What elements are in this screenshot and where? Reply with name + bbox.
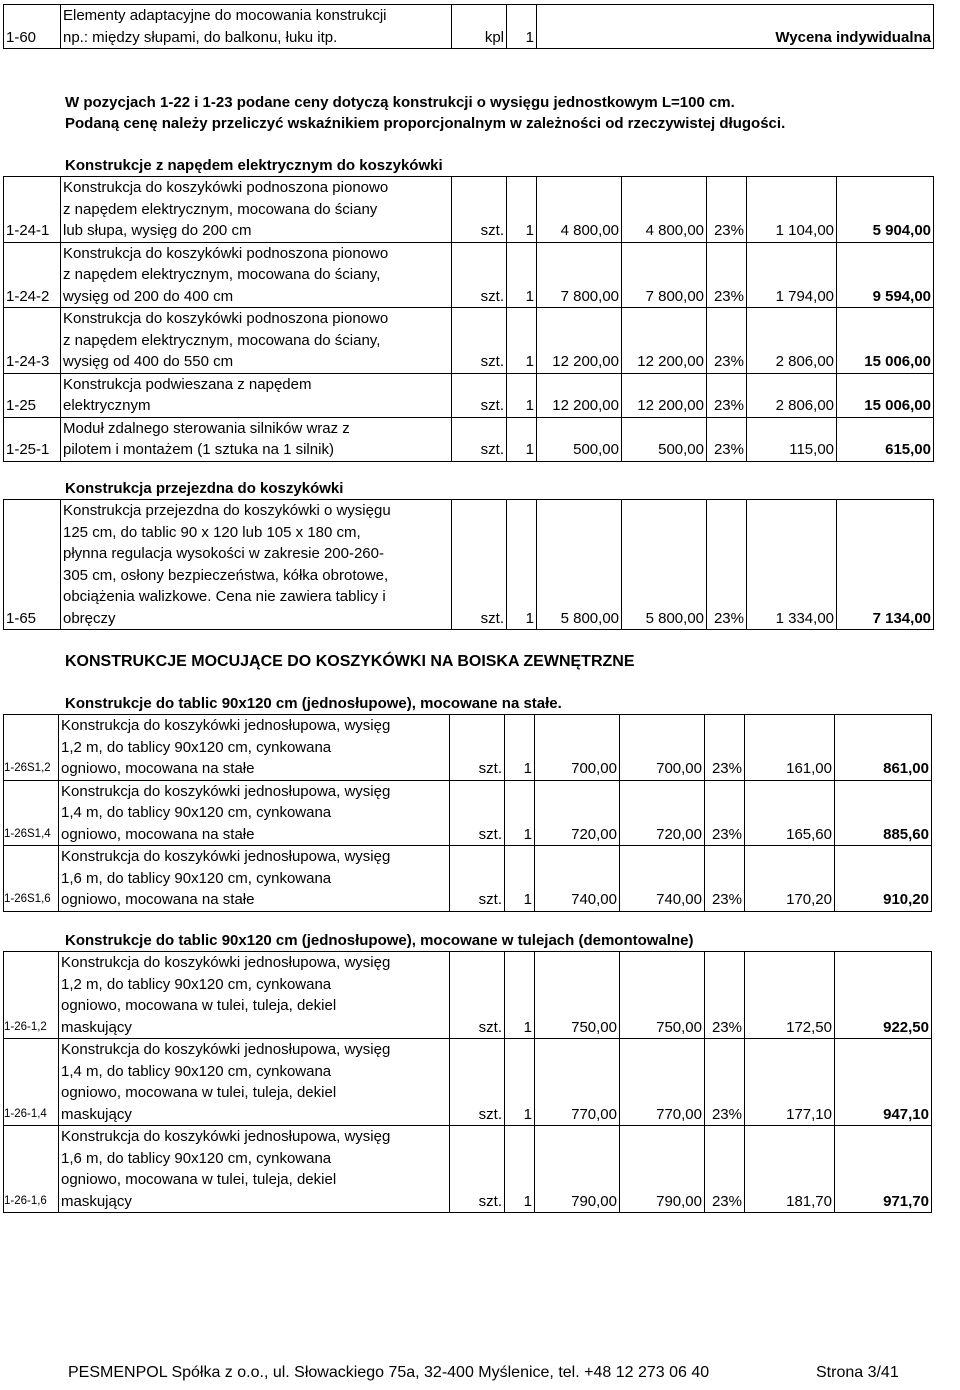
item-unit-price: 500,00 xyxy=(537,417,622,461)
item-id: 1-60 xyxy=(4,5,61,49)
item-unit: kpl xyxy=(452,5,507,49)
description-line: wysięg od 400 do 550 cm xyxy=(63,353,234,370)
row-group xyxy=(4,952,932,1213)
item-vat-value: 170,20 xyxy=(745,846,835,912)
description-line: Moduł zdalnego sterowania silników wraz z xyxy=(63,419,350,437)
table-row xyxy=(4,500,934,630)
description-line: ogniowo, mocowana w tulei, tuleja, dekiel xyxy=(61,997,337,1014)
item-vat-rate: 23% xyxy=(705,952,745,1039)
item-vat-value: 172,50 xyxy=(745,952,835,1039)
row-group xyxy=(4,715,932,912)
item-net-value: 7 800,00 xyxy=(622,242,707,308)
item-description xyxy=(61,5,452,49)
item-net-value: 500,00 xyxy=(622,417,707,461)
description-line: obręczy xyxy=(63,609,116,627)
item-net-value: 740,00 xyxy=(620,846,705,912)
section-heading: Konstrukcja przejezdna do koszykówki xyxy=(65,480,344,497)
item-unit-price: 720,00 xyxy=(535,780,620,846)
row-group xyxy=(4,500,934,630)
description-line: 1,6 m, do tablicy 90x120 cm, cynkowana xyxy=(61,1149,332,1167)
top-row-table xyxy=(3,4,934,49)
description-line: Konstrukcja do koszykówki podnoszona pionowo xyxy=(63,179,389,196)
item-unit-price: 700,00 xyxy=(535,715,620,781)
item-description xyxy=(61,242,452,308)
item-vat-value: 115,00 xyxy=(747,417,837,461)
electric-table xyxy=(3,176,934,462)
description-line: płynna regulacja wysokości w zakresie 200-260- xyxy=(63,545,384,562)
description-line: Konstrukcja do koszykówki jednosłupowa, wysięg xyxy=(61,782,391,800)
description-line: maskujący xyxy=(61,1018,132,1036)
description-line: ogniowo, mocowana na stałe xyxy=(61,891,255,908)
item-qty: 1 xyxy=(505,952,535,1039)
description-line: Konstrukcja do koszykówki jednosłupowa, wysięg xyxy=(61,1128,391,1145)
item-unit-price: 12 200,00 xyxy=(537,308,622,374)
item-qty: 1 xyxy=(507,373,537,417)
description-line: Konstrukcja przejezdna do koszykówki o wysięgu xyxy=(63,502,391,519)
item-id: 1-26-1,2 xyxy=(4,952,59,1039)
item-vat-rate: 23% xyxy=(705,1126,745,1213)
item-id: 1-65 xyxy=(4,500,61,630)
description-line: 1,4 m, do tablicy 90x120 cm, cynkowana xyxy=(61,804,332,821)
item-description xyxy=(61,177,452,243)
item-description xyxy=(59,846,450,912)
item-description xyxy=(59,715,450,781)
item-id: 1-26S1,4 xyxy=(4,780,59,846)
table-row xyxy=(4,5,934,49)
table-row xyxy=(4,715,932,781)
item-vat-value: 181,70 xyxy=(745,1126,835,1213)
description-line: Konstrukcja podwieszana z napędem xyxy=(63,375,312,393)
item-gross-value: 9 594,00 xyxy=(837,242,934,308)
item-vat-rate: 23% xyxy=(705,715,745,781)
description-line: Konstrukcja do koszykówki jednosłupowa, wysięg xyxy=(61,1041,391,1058)
outdoor-heading: KONSTRUKCJE MOCUJĄCE DO KOSZYKÓWKI NA BOISKA ZEWNĘTRZNE xyxy=(65,653,635,670)
item-description xyxy=(61,373,452,417)
item-vat-rate: 23% xyxy=(707,308,747,374)
description-line: pilotem i montażem (1 sztuka na 1 silnik) xyxy=(63,441,334,458)
item-description xyxy=(61,417,452,461)
item-description xyxy=(59,1126,450,1213)
item-vat-value: 2 806,00 xyxy=(747,308,837,374)
item-id: 1-26-1,4 xyxy=(4,1039,59,1126)
item-net-value: 4 800,00 xyxy=(622,177,707,243)
item-gross-value: 885,60 xyxy=(835,780,932,846)
description-line: 125 cm, do tablic 90 x 120 lub 105 x 180 cm, xyxy=(63,523,361,541)
item-vat-value: 1 104,00 xyxy=(747,177,837,243)
item-id: 1-24-1 xyxy=(4,177,61,243)
item-id: 1-24-3 xyxy=(4,308,61,374)
item-gross-value: 922,50 xyxy=(835,952,932,1039)
item-vat-rate: 23% xyxy=(705,780,745,846)
table-row xyxy=(4,780,932,846)
description-line: wysięg od 200 do 400 cm xyxy=(63,287,234,305)
description-line: 1,4 m, do tablicy 90x120 cm, cynkowana xyxy=(61,1062,332,1080)
item-vat-rate: 23% xyxy=(707,373,747,417)
item-gross-value: 861,00 xyxy=(835,715,932,781)
description-line: 305 cm, osłony bezpieczeństwa, kółka obrotowe, xyxy=(63,566,389,584)
description-line: ogniowo, mocowana na stałe xyxy=(61,760,255,777)
table-row xyxy=(4,1039,932,1126)
item-net-value: 700,00 xyxy=(620,715,705,781)
item-unit-price: 4 800,00 xyxy=(537,177,622,243)
item-vat-value: 2 806,00 xyxy=(747,373,837,417)
item-unit: szt. xyxy=(450,952,505,1039)
item-net-value: 750,00 xyxy=(620,952,705,1039)
item-net-value: 770,00 xyxy=(620,1039,705,1126)
item-unit: szt. xyxy=(452,500,507,630)
item-net-value: 720,00 xyxy=(620,780,705,846)
table-row xyxy=(4,846,932,912)
description-line: Elementy adaptacyjne do mocowania konstrukcji xyxy=(63,7,387,24)
item-vat-rate: 23% xyxy=(705,1039,745,1126)
item-vat-value: 165,60 xyxy=(745,780,835,846)
item-unit: szt. xyxy=(450,715,505,781)
item-net-value: 5 800,00 xyxy=(622,500,707,630)
item-unit: szt. xyxy=(450,780,505,846)
description-line: obciążenia walizkowe. Cena nie zawiera tablicy i xyxy=(63,588,386,605)
item-gross-value: 615,00 xyxy=(837,417,934,461)
sleeve-table xyxy=(3,951,932,1213)
item-unit: szt. xyxy=(452,177,507,243)
item-qty: 1 xyxy=(505,715,535,781)
description-line: Konstrukcja do koszykówki podnoszona pionowo xyxy=(63,310,389,327)
item-gross-value: 15 006,00 xyxy=(837,308,934,374)
item-id: 1-25-1 xyxy=(4,417,61,461)
item-unit-price: 12 200,00 xyxy=(537,373,622,417)
description-line: ogniowo, mocowana na stałe xyxy=(61,825,255,843)
item-qty: 1 xyxy=(505,846,535,912)
item-vat-rate: 23% xyxy=(707,417,747,461)
item-description xyxy=(59,952,450,1039)
item-gross-value: 7 134,00 xyxy=(837,500,934,630)
table-row xyxy=(4,177,934,243)
description-line: ogniowo, mocowana w tulei, tuleja, dekiel xyxy=(61,1171,337,1188)
table-row xyxy=(4,417,934,461)
item-id: 1-26-1,6 xyxy=(4,1126,59,1213)
note-line: W pozycjach 1-22 i 1-23 podane ceny dotyczą konstrukcji o wysięgu jednostkowym L=100 cm. xyxy=(65,94,735,111)
item-unit: szt. xyxy=(452,373,507,417)
item-vat-value: 161,00 xyxy=(745,715,835,781)
item-gross-value: 910,20 xyxy=(835,846,932,912)
description-line: 1,2 m, do tablicy 90x120 cm, cynkowana xyxy=(61,738,332,756)
footer-page-number: Strona 3/41 xyxy=(816,1364,899,1381)
item-vat-rate: 23% xyxy=(705,846,745,912)
price-note: Wycena indywidualna xyxy=(537,5,934,49)
item-qty: 1 xyxy=(505,780,535,846)
item-unit-price: 5 800,00 xyxy=(537,500,622,630)
item-gross-value: 971,70 xyxy=(835,1126,932,1213)
section-heading: Konstrukcje z napędem elektrycznym do koszykówki xyxy=(65,157,443,174)
item-qty: 1 xyxy=(507,500,537,630)
item-unit-price: 7 800,00 xyxy=(537,242,622,308)
section-heading: Konstrukcje do tablic 90x120 cm (jednosłupowe), mocowane w tulejach (demontowalne) xyxy=(65,932,694,949)
description-line: 1,6 m, do tablicy 90x120 cm, cynkowana xyxy=(61,869,332,887)
item-unit-price: 740,00 xyxy=(535,846,620,912)
description-line: Konstrukcja do koszykówki jednosłupowa, wysięg xyxy=(61,717,391,734)
row-group xyxy=(4,177,934,462)
item-unit: szt. xyxy=(450,1039,505,1126)
item-id: 1-26S1,2 xyxy=(4,715,59,781)
description-line: maskujący xyxy=(61,1105,132,1123)
item-vat-value: 1 794,00 xyxy=(747,242,837,308)
item-unit: szt. xyxy=(452,242,507,308)
item-id: 1-26S1,6 xyxy=(4,846,59,912)
item-qty: 1 xyxy=(507,417,537,461)
item-gross-value: 5 904,00 xyxy=(837,177,934,243)
item-qty: 1 xyxy=(505,1039,535,1126)
item-description xyxy=(61,500,452,630)
item-net-value: 12 200,00 xyxy=(622,373,707,417)
mobile-table xyxy=(3,499,934,630)
description-line: Konstrukcja do koszykówki podnoszona pionowo xyxy=(63,244,389,262)
section-heading: Konstrukcje do tablic 90x120 cm (jednosłupowe), mocowane na stałe. xyxy=(65,695,562,712)
description-line: z napędem elektrycznym, mocowana do ściany xyxy=(63,200,378,218)
item-qty: 1 xyxy=(507,242,537,308)
table-row xyxy=(4,242,934,308)
description-line: ogniowo, mocowana w tulei, tuleja, dekiel xyxy=(61,1084,337,1101)
item-description xyxy=(59,780,450,846)
item-qty: 1 xyxy=(505,1126,535,1213)
item-unit: szt. xyxy=(450,1126,505,1213)
description-line: elektrycznym xyxy=(63,397,151,414)
item-description xyxy=(59,1039,450,1126)
footer-company: PESMENPOL Spółka z o.o., ul. Słowackiego 75a, 32-400 Myślenice, tel. +48 12 273 06 40 xyxy=(68,1364,710,1381)
item-unit-price: 770,00 xyxy=(535,1039,620,1126)
item-qty: 1 xyxy=(507,308,537,374)
description-line: z napędem elektrycznym, mocowana do ściany, xyxy=(63,331,381,349)
item-qty: 1 xyxy=(507,5,537,49)
item-net-value: 790,00 xyxy=(620,1126,705,1213)
item-unit: szt. xyxy=(452,308,507,374)
description-line: Konstrukcja do koszykówki jednosłupowa, wysięg xyxy=(61,954,391,971)
item-unit: szt. xyxy=(452,417,507,461)
item-vat-rate: 23% xyxy=(707,177,747,243)
item-vat-value: 177,10 xyxy=(745,1039,835,1126)
description-line: maskujący xyxy=(61,1192,132,1210)
description-line: np.: między słupami, do balkonu, łuku itp. xyxy=(63,28,338,46)
item-vat-rate: 23% xyxy=(707,500,747,630)
note-line: Podaną cenę należy przeliczyć wskaźnikiem proporcjonalnym w zależności od rzeczywistej długości. xyxy=(65,115,786,132)
item-description xyxy=(61,308,452,374)
item-vat-value: 1 334,00 xyxy=(747,500,837,630)
item-vat-rate: 23% xyxy=(707,242,747,308)
description-line: z napędem elektrycznym, mocowana do ściany, xyxy=(63,266,381,283)
table-row xyxy=(4,308,934,374)
item-unit: szt. xyxy=(450,846,505,912)
table-row xyxy=(4,373,934,417)
table-row xyxy=(4,1126,932,1213)
fixed-table xyxy=(3,714,932,912)
item-id: 1-25 xyxy=(4,373,61,417)
description-line: 1,2 m, do tablicy 90x120 cm, cynkowana xyxy=(61,975,332,993)
item-net-value: 12 200,00 xyxy=(622,308,707,374)
table-row xyxy=(4,952,932,1039)
description-line: Konstrukcja do koszykówki jednosłupowa, wysięg xyxy=(61,848,391,865)
item-unit-price: 790,00 xyxy=(535,1126,620,1213)
item-gross-value: 947,10 xyxy=(835,1039,932,1126)
item-qty: 1 xyxy=(507,177,537,243)
item-unit-price: 750,00 xyxy=(535,952,620,1039)
item-gross-value: 15 006,00 xyxy=(837,373,934,417)
item-id: 1-24-2 xyxy=(4,242,61,308)
description-line: lub słupa, wysięg do 200 cm xyxy=(63,222,252,239)
